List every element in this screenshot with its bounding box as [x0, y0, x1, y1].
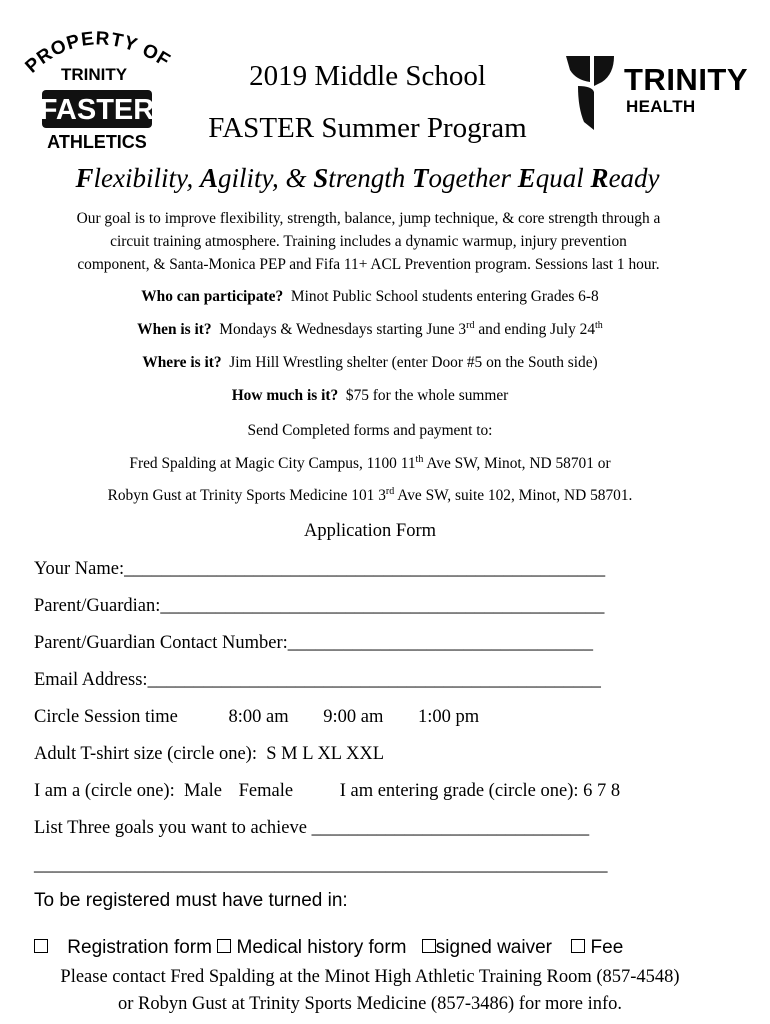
email-label: Email Address:	[34, 670, 148, 690]
parent-contact-field[interactable]	[34, 631, 593, 655]
parent-contact-line[interactable]: _________________________________	[287, 633, 594, 653]
tshirt-size-row	[34, 742, 384, 766]
description-line: circuit training atmosphere. Training includes a dynamic warmup, injury prevention	[110, 233, 627, 250]
description-line: Our goal is to improve flexibility, strength, balance, jump technique, & core strength through a	[76, 210, 661, 227]
where-question: Where is it?	[142, 354, 222, 371]
when-answer-start: Mondays & Wednesdays starting June 3	[219, 321, 467, 338]
session-option-9am[interactable]: 9:00 am	[323, 707, 384, 727]
when-answer-end: and ending July 24	[474, 321, 596, 338]
tagline-word-r: eady	[608, 163, 660, 193]
where-is-it	[0, 353, 740, 373]
checkbox-registration-form[interactable]	[34, 939, 48, 953]
goals-label: List Three goals you want to achieve	[34, 818, 307, 838]
tagline-word-e: qual	[535, 163, 591, 193]
address-robyn-end: Ave SW, suite 102, Minot, ND 58701.	[394, 487, 633, 504]
contact-line-1: Please contact Fred Spalding at the Minot High Athletic Training Room (857-4548)	[60, 967, 680, 987]
how-much	[0, 386, 740, 406]
who-question: Who can participate?	[141, 288, 284, 305]
description-line: component, & Santa-Monica PEP and Fifa 11+ ACL Prevention program. Sessions last 1 hour.	[77, 256, 660, 273]
gender-label: I am a (circle one):	[34, 781, 175, 801]
parent-guardian-line[interactable]: ________________________________________________	[160, 596, 605, 616]
address-fred-sup: th	[415, 453, 424, 465]
trinity-health-logo	[562, 52, 749, 134]
checkbox-fee[interactable]	[571, 939, 585, 953]
tagline	[0, 160, 735, 196]
requirement-signed-waiver: signed waiver	[435, 937, 552, 958]
goals-line[interactable]: ______________________________	[311, 818, 590, 838]
application-form-heading: Application Form	[303, 521, 437, 541]
your-name-label: Your Name:	[34, 559, 125, 579]
address-robyn	[0, 486, 740, 506]
grade-label: I am entering grade (circle one):	[339, 781, 579, 801]
tagline-initial-r: R	[590, 163, 609, 193]
session-time-label: Circle Session time	[34, 707, 178, 727]
email-field[interactable]	[34, 668, 601, 692]
address-fred-start: Fred Spalding at Magic City Campus, 1100 11	[129, 455, 416, 472]
address-fred	[0, 454, 740, 474]
address-robyn-start: Robyn Gust at Trinity Sports Medicine 101 3	[107, 487, 386, 504]
your-name-line[interactable]: ____________________________________________________	[124, 559, 606, 579]
gender-option-male[interactable]: Male	[183, 781, 222, 801]
contact-info	[0, 964, 740, 1018]
requirement-medical-history-form: Medical history form	[236, 937, 407, 958]
cost-answer: $75 for the whole summer	[345, 387, 509, 404]
session-option-1pm[interactable]: 1:00 pm	[418, 707, 480, 727]
when-sup-rd: rd	[466, 319, 475, 331]
tagline-initial-a: A	[199, 163, 218, 193]
address-robyn-sup: rd	[385, 485, 395, 497]
requirements-checklist	[34, 935, 623, 961]
email-line[interactable]: _________________________________________________	[147, 670, 601, 690]
tshirt-size-options[interactable]: S M L XL XXL	[266, 744, 385, 764]
session-option-8am[interactable]: 8:00 am	[228, 707, 289, 727]
gender-option-female[interactable]: Female	[238, 781, 294, 801]
trinity-mark-icon	[562, 52, 618, 134]
program-description	[36, 207, 701, 276]
tagline-word-a: gility, &	[217, 163, 314, 193]
requirements-heading: To be registered must have turned in:	[34, 890, 348, 911]
tagline-word-f: lexibility,	[93, 163, 200, 193]
logo-line-athletics: ATHLETICS	[47, 132, 147, 152]
goals-line-2[interactable]: ______________________________________________________________	[34, 855, 608, 875]
session-time-row	[34, 705, 479, 729]
checkbox-medical-history-form[interactable]	[217, 939, 231, 953]
cost-question: How much is it?	[231, 387, 339, 404]
your-name-field[interactable]	[34, 557, 605, 581]
page-title-line1: 2019 Middle School	[249, 60, 486, 92]
logo-line-faster: FASTER	[39, 94, 155, 126]
when-sup-th: th	[595, 319, 603, 331]
trinity-wordmark: TRINITY	[624, 62, 749, 97]
checkbox-signed-waiver[interactable]	[422, 939, 436, 953]
logo-arc-text: PROPERTY OF	[22, 28, 175, 78]
contact-line-2: or Robyn Gust at Trinity Sports Medicine (857-3486) for more info.	[117, 994, 623, 1014]
tagline-initial-t: T	[412, 163, 429, 193]
goals-row[interactable]	[34, 816, 589, 840]
tagline-initial-e: E	[517, 163, 536, 193]
tagline-initial-f: F	[75, 163, 94, 193]
who-can-participate	[0, 287, 740, 307]
page-title-line2: FASTER Summer Program	[208, 112, 527, 144]
tagline-word-s: trength	[328, 163, 413, 193]
address-fred-end: Ave SW, Minot, ND 58701 or	[423, 455, 611, 472]
when-question: When is it?	[137, 321, 212, 338]
when-is-it	[0, 320, 740, 340]
requirement-fee: Fee	[590, 937, 624, 958]
parent-guardian-field[interactable]	[34, 594, 604, 618]
who-answer: Minot Public School students entering Grades 6-8	[290, 288, 599, 305]
grade-options[interactable]: 6 7 8	[583, 781, 621, 801]
requirement-registration-form: Registration form	[67, 937, 212, 958]
logo-line-trinity: TRINITY	[60, 65, 128, 84]
gender-grade-row	[34, 779, 620, 803]
tagline-word-t: ogether	[428, 163, 518, 193]
health-wordmark: HEALTH	[626, 97, 696, 116]
parent-guardian-label: Parent/Guardian:	[34, 596, 161, 616]
tshirt-size-label: Adult T-shirt size (circle one):	[34, 744, 257, 764]
parent-contact-label: Parent/Guardian Contact Number:	[34, 633, 288, 653]
faster-athletics-logo	[22, 22, 182, 162]
where-answer: Jim Hill Wrestling shelter (enter Door #5 on the South side)	[229, 354, 598, 371]
send-forms-to: Send Completed forms and payment to:	[247, 422, 493, 439]
tagline-initial-s: S	[313, 163, 329, 193]
